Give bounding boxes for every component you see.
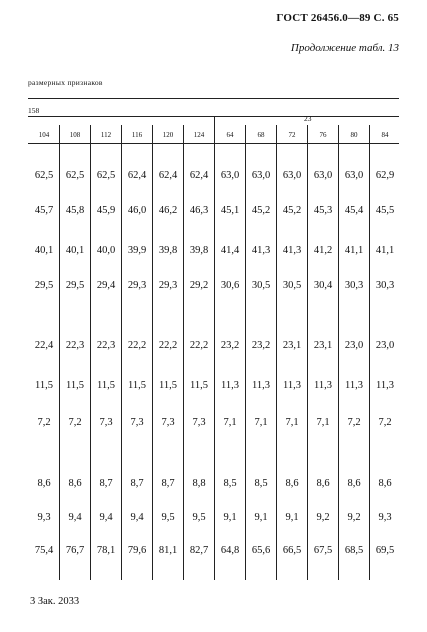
table-cell: 8,6 bbox=[37, 478, 51, 489]
table-cell: 8,5 bbox=[223, 478, 237, 489]
table-cell: 9,3 bbox=[378, 512, 392, 523]
table-cell: 7,2 bbox=[347, 417, 361, 428]
table-cell: 41,3 bbox=[251, 245, 271, 256]
column-header: 112 bbox=[100, 131, 112, 139]
table-cell: 29,4 bbox=[96, 280, 116, 291]
table-cell: 62,4 bbox=[127, 170, 147, 181]
table-cell: 29,3 bbox=[127, 280, 147, 291]
table-cell: 29,2 bbox=[189, 280, 209, 291]
table-cell: 9,5 bbox=[161, 512, 175, 523]
table-cell: 11,3 bbox=[376, 380, 394, 391]
table-cell: 9,1 bbox=[223, 512, 237, 523]
table-cell: 11,5 bbox=[190, 380, 208, 391]
table-cell: 22,2 bbox=[158, 340, 178, 351]
table-cell: 8,6 bbox=[378, 478, 392, 489]
table-cell: 41,3 bbox=[282, 245, 302, 256]
table-cell: 7,2 bbox=[378, 417, 392, 428]
table-cell: 68,5 bbox=[344, 545, 364, 556]
column-header: 116 bbox=[131, 131, 143, 139]
table-cell: 9,4 bbox=[99, 512, 113, 523]
table-cell: 11,5 bbox=[128, 380, 146, 391]
table-cell: 7,2 bbox=[37, 417, 51, 428]
table-cell: 30,4 bbox=[313, 280, 333, 291]
table-cell: 65,6 bbox=[251, 545, 271, 556]
table-cell: 63,0 bbox=[344, 170, 364, 181]
table-cell: 23,2 bbox=[220, 340, 240, 351]
column-header: 84 bbox=[381, 131, 389, 139]
table-cell: 7,3 bbox=[130, 417, 144, 428]
column-header: 72 bbox=[288, 131, 296, 139]
table-cell: 11,5 bbox=[66, 380, 84, 391]
table-cell: 39,8 bbox=[189, 245, 209, 256]
table-cell: 45,8 bbox=[65, 205, 85, 216]
column-header: 64 bbox=[226, 131, 234, 139]
table-cell: 30,3 bbox=[344, 280, 364, 291]
table-cell: 45,3 bbox=[313, 205, 333, 216]
table-cell: 62,5 bbox=[34, 170, 54, 181]
table-cell: 8,8 bbox=[192, 478, 206, 489]
table-cell: 63,0 bbox=[282, 170, 302, 181]
table-cell: 30,5 bbox=[251, 280, 271, 291]
table-cell: 45,5 bbox=[375, 205, 395, 216]
table-cell: 9,1 bbox=[254, 512, 268, 523]
table-cell: 29,5 bbox=[34, 280, 54, 291]
table-cell: 45,2 bbox=[282, 205, 302, 216]
column-header: 120 bbox=[162, 131, 174, 139]
table-cell: 22,3 bbox=[65, 340, 85, 351]
table-cell: 78,1 bbox=[96, 545, 116, 556]
table-continuation-label: Продолжение табл. 13 bbox=[290, 42, 399, 54]
column-header: 108 bbox=[69, 131, 81, 139]
table-cell: 30,5 bbox=[282, 280, 302, 291]
table-cell: 62,9 bbox=[375, 170, 395, 181]
table-cell: 11,3 bbox=[283, 380, 301, 391]
table-cell: 8,6 bbox=[285, 478, 299, 489]
table-cell: 11,5 bbox=[159, 380, 177, 391]
table-cell: 69,5 bbox=[375, 545, 395, 556]
table-cell: 9,2 bbox=[347, 512, 361, 523]
table-caption: размерных признаков bbox=[28, 78, 103, 87]
table-cell: 7,1 bbox=[223, 417, 237, 428]
table-cell: 22,4 bbox=[34, 340, 54, 351]
table-cell: 41,1 bbox=[375, 245, 395, 256]
table-cell: 64,8 bbox=[220, 545, 240, 556]
group-label-left: 158 bbox=[28, 106, 40, 115]
table-cell: 23,1 bbox=[313, 340, 333, 351]
table-cell: 82,7 bbox=[189, 545, 209, 556]
table-cell: 41,2 bbox=[313, 245, 333, 256]
table-cell: 7,2 bbox=[68, 417, 82, 428]
table-cell: 8,7 bbox=[130, 478, 144, 489]
table-cell: 11,3 bbox=[345, 380, 363, 391]
table-cell: 11,3 bbox=[314, 380, 332, 391]
table-cell: 23,0 bbox=[344, 340, 364, 351]
table-cell: 76,7 bbox=[65, 545, 85, 556]
table-cell: 39,9 bbox=[127, 245, 147, 256]
column-header: 124 bbox=[193, 131, 205, 139]
table-cell: 67,5 bbox=[313, 545, 333, 556]
column-header: 76 bbox=[319, 131, 327, 139]
table-cell: 63,0 bbox=[251, 170, 271, 181]
column-header: 104 bbox=[38, 131, 50, 139]
table-cell: 8,6 bbox=[347, 478, 361, 489]
table-cell: 45,7 bbox=[34, 205, 54, 216]
table-cell: 8,6 bbox=[68, 478, 82, 489]
table-cell: 62,5 bbox=[96, 170, 116, 181]
table-cell: 30,3 bbox=[375, 280, 395, 291]
table-cell: 46,2 bbox=[158, 205, 178, 216]
table-cell: 7,1 bbox=[316, 417, 330, 428]
table-cell: 30,6 bbox=[220, 280, 240, 291]
table-cell: 41,4 bbox=[220, 245, 240, 256]
table-cell: 11,3 bbox=[221, 380, 239, 391]
table-cell: 45,1 bbox=[220, 205, 240, 216]
table-cell: 7,1 bbox=[254, 417, 268, 428]
table-cell: 22,3 bbox=[96, 340, 116, 351]
table-cell: 81,1 bbox=[158, 545, 178, 556]
table-cell: 29,3 bbox=[158, 280, 178, 291]
table-cell: 8,6 bbox=[316, 478, 330, 489]
group-label-right: 23 bbox=[304, 114, 312, 123]
table-cell: 23,2 bbox=[251, 340, 271, 351]
table-cell: 41,1 bbox=[344, 245, 364, 256]
table-cell: 62,4 bbox=[189, 170, 209, 181]
table-cell: 23,1 bbox=[282, 340, 302, 351]
table-cell: 62,4 bbox=[158, 170, 178, 181]
table-cell: 9,2 bbox=[316, 512, 330, 523]
column-header: 68 bbox=[257, 131, 265, 139]
table-cell: 66,5 bbox=[282, 545, 302, 556]
table-cell: 45,9 bbox=[96, 205, 116, 216]
table-cell: 40,1 bbox=[34, 245, 54, 256]
table-cell: 11,3 bbox=[252, 380, 270, 391]
table-cell: 63,0 bbox=[220, 170, 240, 181]
table-cell: 7,3 bbox=[192, 417, 206, 428]
table-cell: 22,2 bbox=[127, 340, 147, 351]
table-cell: 23,0 bbox=[375, 340, 395, 351]
table-cell: 40,1 bbox=[65, 245, 85, 256]
table-cell: 62,5 bbox=[65, 170, 85, 181]
standard-header: ГОСТ 26456.0—89 С. 65 bbox=[276, 12, 399, 24]
table-cell: 9,4 bbox=[130, 512, 144, 523]
table-cell: 9,4 bbox=[68, 512, 82, 523]
table-cell: 8,7 bbox=[161, 478, 175, 489]
table-cell: 22,2 bbox=[189, 340, 209, 351]
table-cell: 11,5 bbox=[35, 380, 53, 391]
table-cell: 29,5 bbox=[65, 280, 85, 291]
table-cell: 39,8 bbox=[158, 245, 178, 256]
table-cell: 79,6 bbox=[127, 545, 147, 556]
table-cell: 46,3 bbox=[189, 205, 209, 216]
column-header: 80 bbox=[350, 131, 358, 139]
table-cell: 7,1 bbox=[285, 417, 299, 428]
table-cell: 75,4 bbox=[34, 545, 54, 556]
table-cell: 7,3 bbox=[99, 417, 113, 428]
table-cell: 8,5 bbox=[254, 478, 268, 489]
table-cell: 9,3 bbox=[37, 512, 51, 523]
table-cell: 11,5 bbox=[97, 380, 115, 391]
table-cell: 8,7 bbox=[99, 478, 113, 489]
table-cell: 45,4 bbox=[344, 205, 364, 216]
print-order-note: 3 Зак. 2033 bbox=[30, 596, 80, 607]
rule-top bbox=[28, 98, 399, 99]
table-cell: 45,2 bbox=[251, 205, 271, 216]
table-cell: 9,1 bbox=[285, 512, 299, 523]
table-cell: 7,3 bbox=[161, 417, 175, 428]
table-cell: 63,0 bbox=[313, 170, 333, 181]
table-cell: 40,0 bbox=[96, 245, 116, 256]
table-cell: 46,0 bbox=[127, 205, 147, 216]
table-cell: 9,5 bbox=[192, 512, 206, 523]
